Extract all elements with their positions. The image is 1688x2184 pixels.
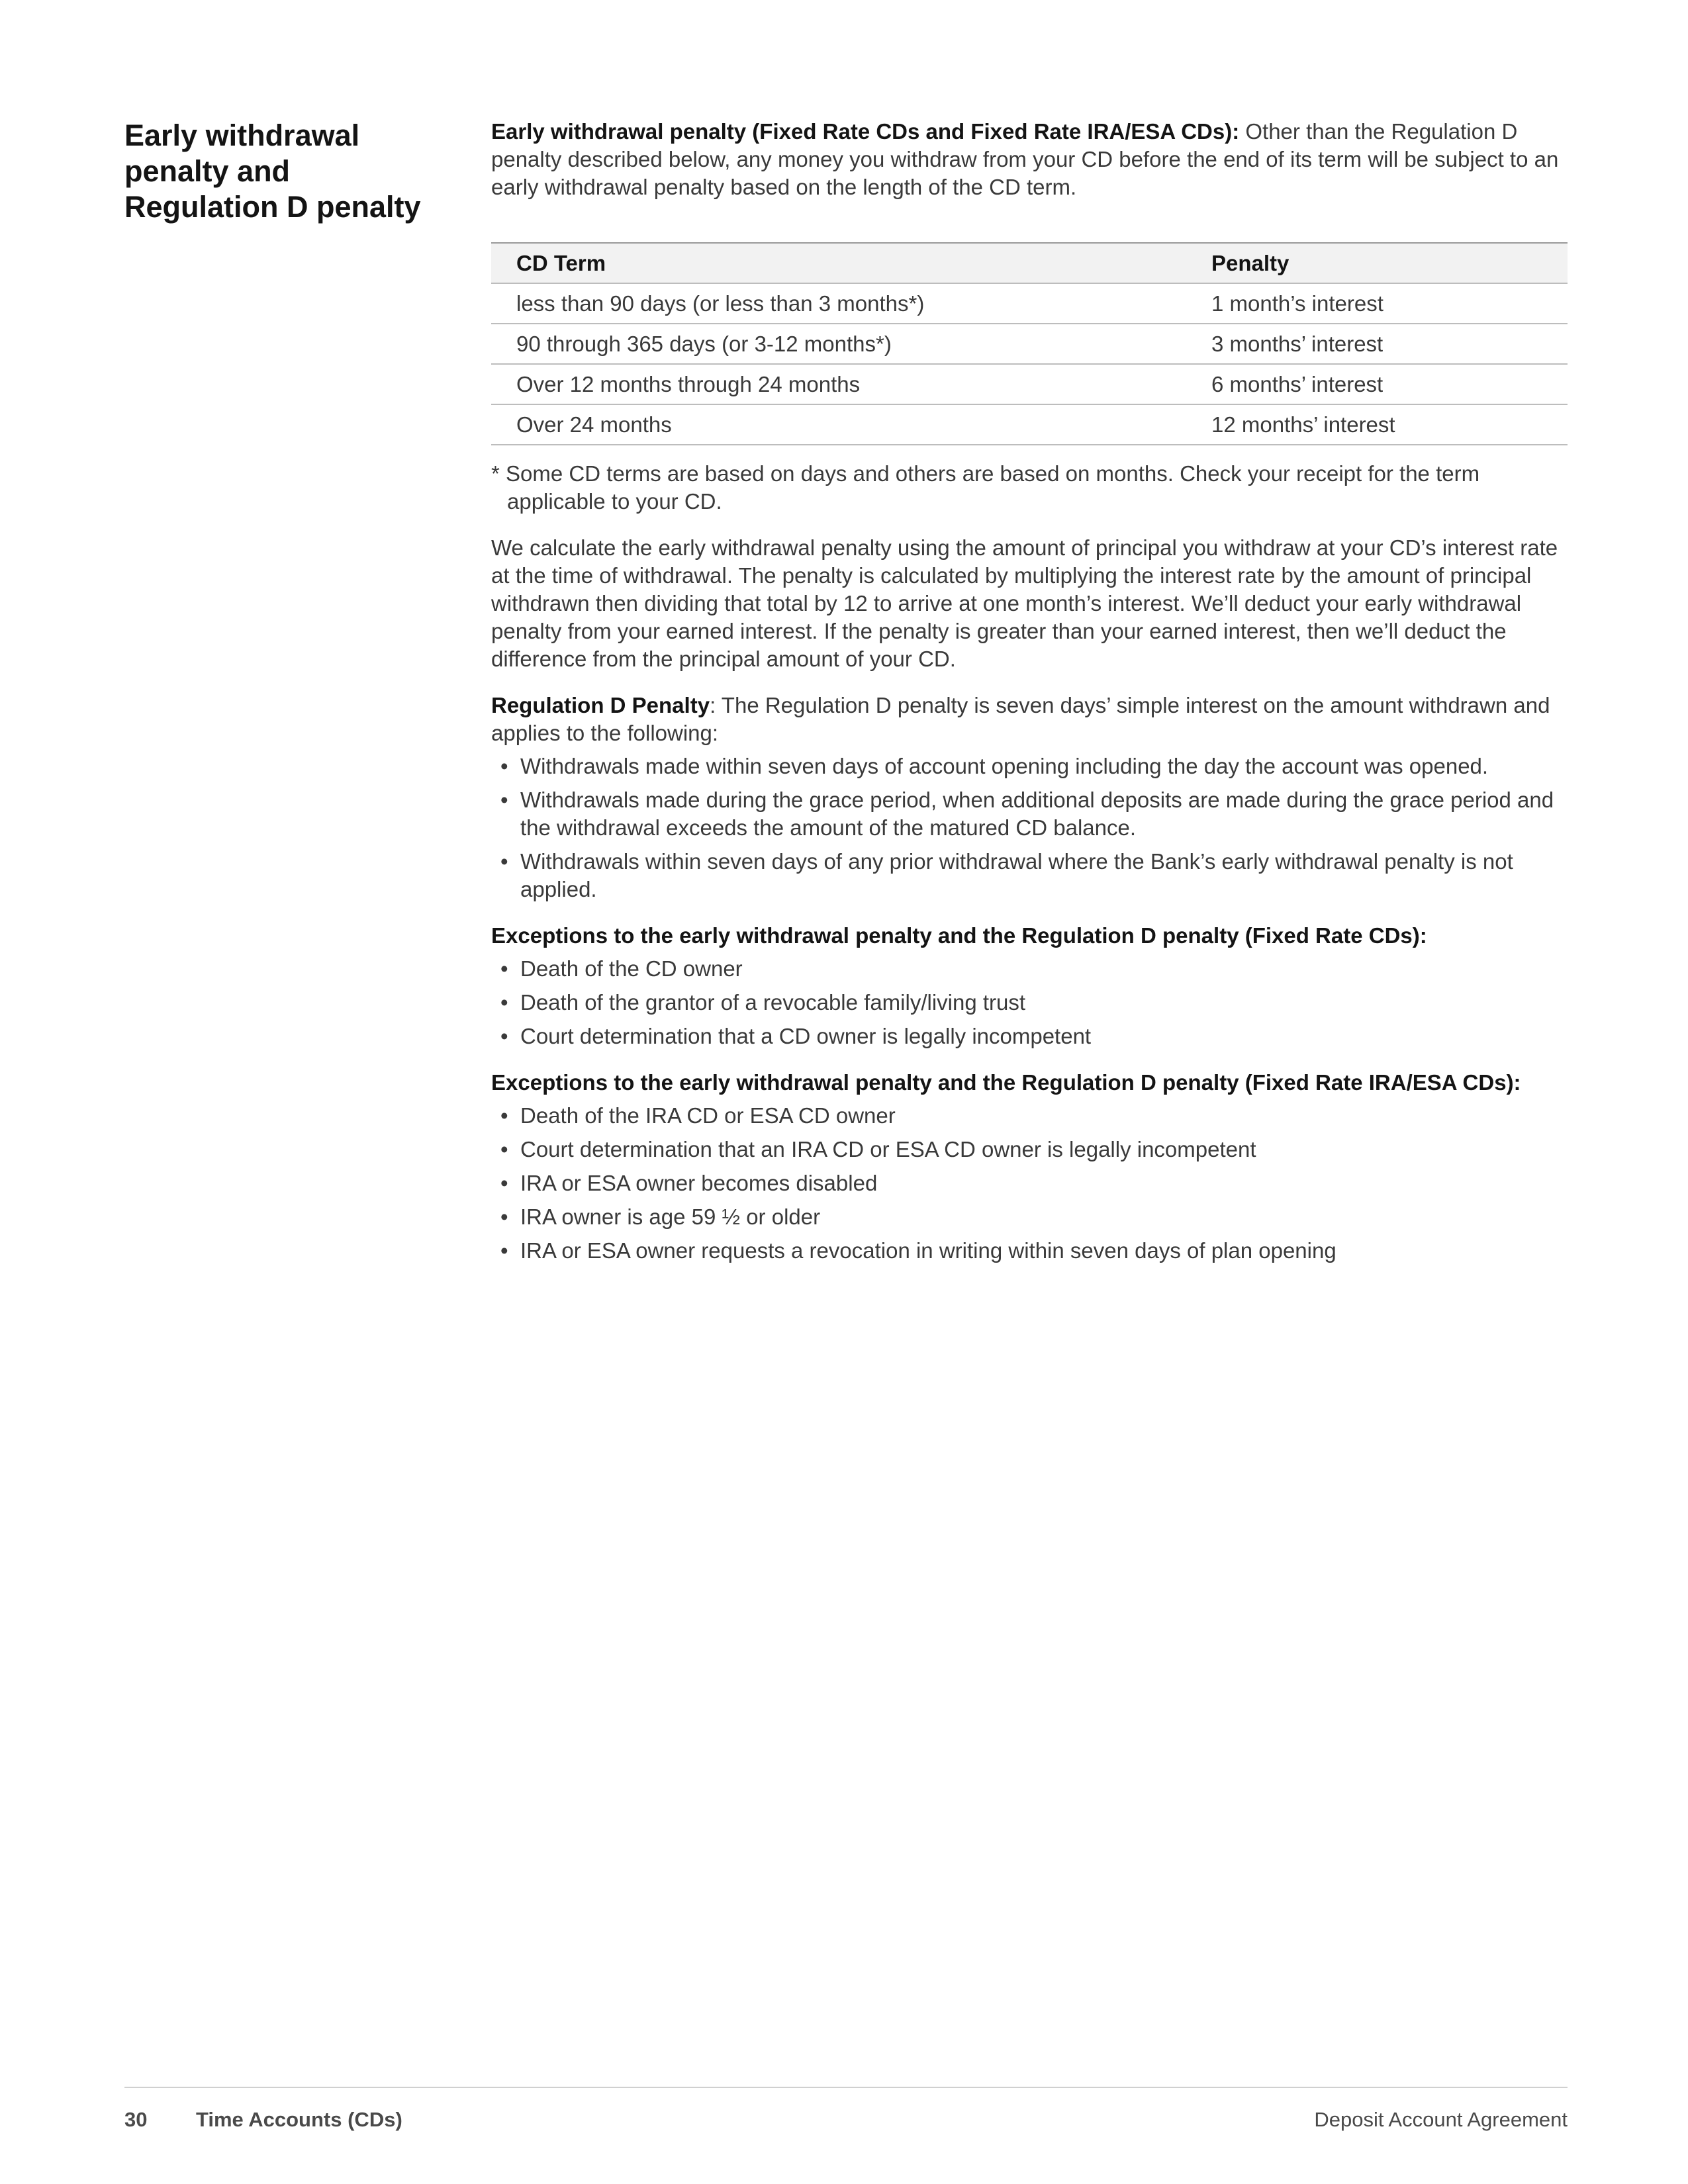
intro-heading: Early withdrawal penalty (Fixed Rate CDs and Fixed Rate IRA/ESA CDs): (491, 119, 1240, 144)
penalty-table (491, 242, 1568, 445)
section-title-line: Early withdrawal (124, 118, 360, 152)
cd-term-cell: Over 12 months through 24 months (491, 364, 1198, 404)
list-item: • Death of the grantor of a revocable family/living trust (491, 989, 1568, 1017)
section-title-line: Regulation D penalty (124, 190, 421, 224)
list-item: • Death of the IRA CD or ESA CD owner (491, 1102, 1568, 1130)
intro-text: Other than the Regulation D penalty described below, any money you withdraw from your CD before the end of its term will be subject to an early withdrawal penalty based on the length of the CD term. (491, 119, 1559, 199)
exceptions-fixed-heading: Exceptions to the early withdrawal penalty and the Regulation D penalty (Fixed Rate CDs): (491, 923, 1427, 948)
list-item: • Court determination that an IRA CD or ESA CD owner is legally incompetent (491, 1136, 1568, 1163)
column-header-penalty: Penalty (1198, 243, 1568, 283)
page-number: 30 (124, 2108, 148, 2131)
cd-term-cell: Over 24 months (491, 404, 1198, 445)
exceptions-ira-list (491, 1102, 1568, 1265)
cd-term-cell: less than 90 days (or less than 3 months*) (491, 283, 1198, 324)
penalty-cell: 6 months’ interest (1198, 364, 1568, 404)
cd-term-cell: 90 through 365 days (or 3-12 months*) (491, 324, 1198, 364)
column-header-cd-term: CD Term (491, 243, 1198, 283)
penalty-cell: 12 months’ interest (1198, 404, 1568, 445)
list-item: • IRA or ESA owner requests a revocation in writing within seven days of plan opening (491, 1237, 1568, 1265)
list-item: • Withdrawals made during the grace period, when additional deposits are made during the grace period and the withdrawal exceeds the amount of the matured CD balance. (491, 786, 1568, 842)
table-header-row (491, 243, 1568, 283)
regulation-d-text: : The Regulation D penalty is seven days’ simple interest on the amount withdrawn and applies to the following: (491, 693, 1550, 745)
penalty-cell: 3 months’ interest (1198, 324, 1568, 364)
exceptions-fixed-list (491, 955, 1568, 1050)
regulation-d-list (491, 752, 1568, 903)
list-item: • Court determination that a CD owner is legally incompetent (491, 1023, 1568, 1050)
list-item: • Withdrawals within seven days of any prior withdrawal where the Bank’s early withdrawal penalty is not applied. (491, 848, 1568, 903)
footer-section-name: Time Accounts (CDs) (196, 2108, 402, 2131)
calculation-paragraph: We calculate the early withdrawal penalty using the amount of principal you withdraw at your CD’s interest rate at the time of withdrawal. The penalty is calculated by multiplying the interest rate by the amount of principal withdrawn then dividing that total by 12 to arrive at one month’s interest. We’ll deduct your early withdrawal penalty from your earned interest. If the penalty is greater than your earned interest, then we’ll deduct the difference from the principal amount of your CD. (491, 535, 1558, 671)
table-row (491, 404, 1568, 445)
list-item: • Death of the CD owner (491, 955, 1568, 983)
table-row (491, 364, 1568, 404)
regulation-d-paragraph (491, 692, 1568, 747)
section-title (124, 118, 436, 225)
table-row (491, 324, 1568, 364)
exceptions-ira-heading: Exceptions to the early withdrawal penalty and the Regulation D penalty (Fixed Rate IRA/ESA CDs): (491, 1070, 1521, 1095)
intro-paragraph (491, 118, 1568, 201)
penalty-cell: 1 month’s interest (1198, 283, 1568, 324)
table-footnote: * Some CD terms are based on days and others are based on months. Check your receipt for the term applicable to your CD. (491, 461, 1480, 514)
main-content (491, 118, 1568, 1283)
footer-document-title: Deposit Account Agreement (1314, 2108, 1568, 2131)
list-item: • IRA owner is age 59 ½ or older (491, 1203, 1568, 1231)
footer-divider (124, 2087, 1568, 2088)
section-title-line: penalty and (124, 154, 291, 188)
regulation-d-heading: Regulation D Penalty (491, 693, 710, 717)
list-item: • IRA or ESA owner becomes disabled (491, 1169, 1568, 1197)
list-item: • Withdrawals made within seven days of account opening including the day the account was opened. (491, 752, 1568, 780)
table-row (491, 283, 1568, 324)
